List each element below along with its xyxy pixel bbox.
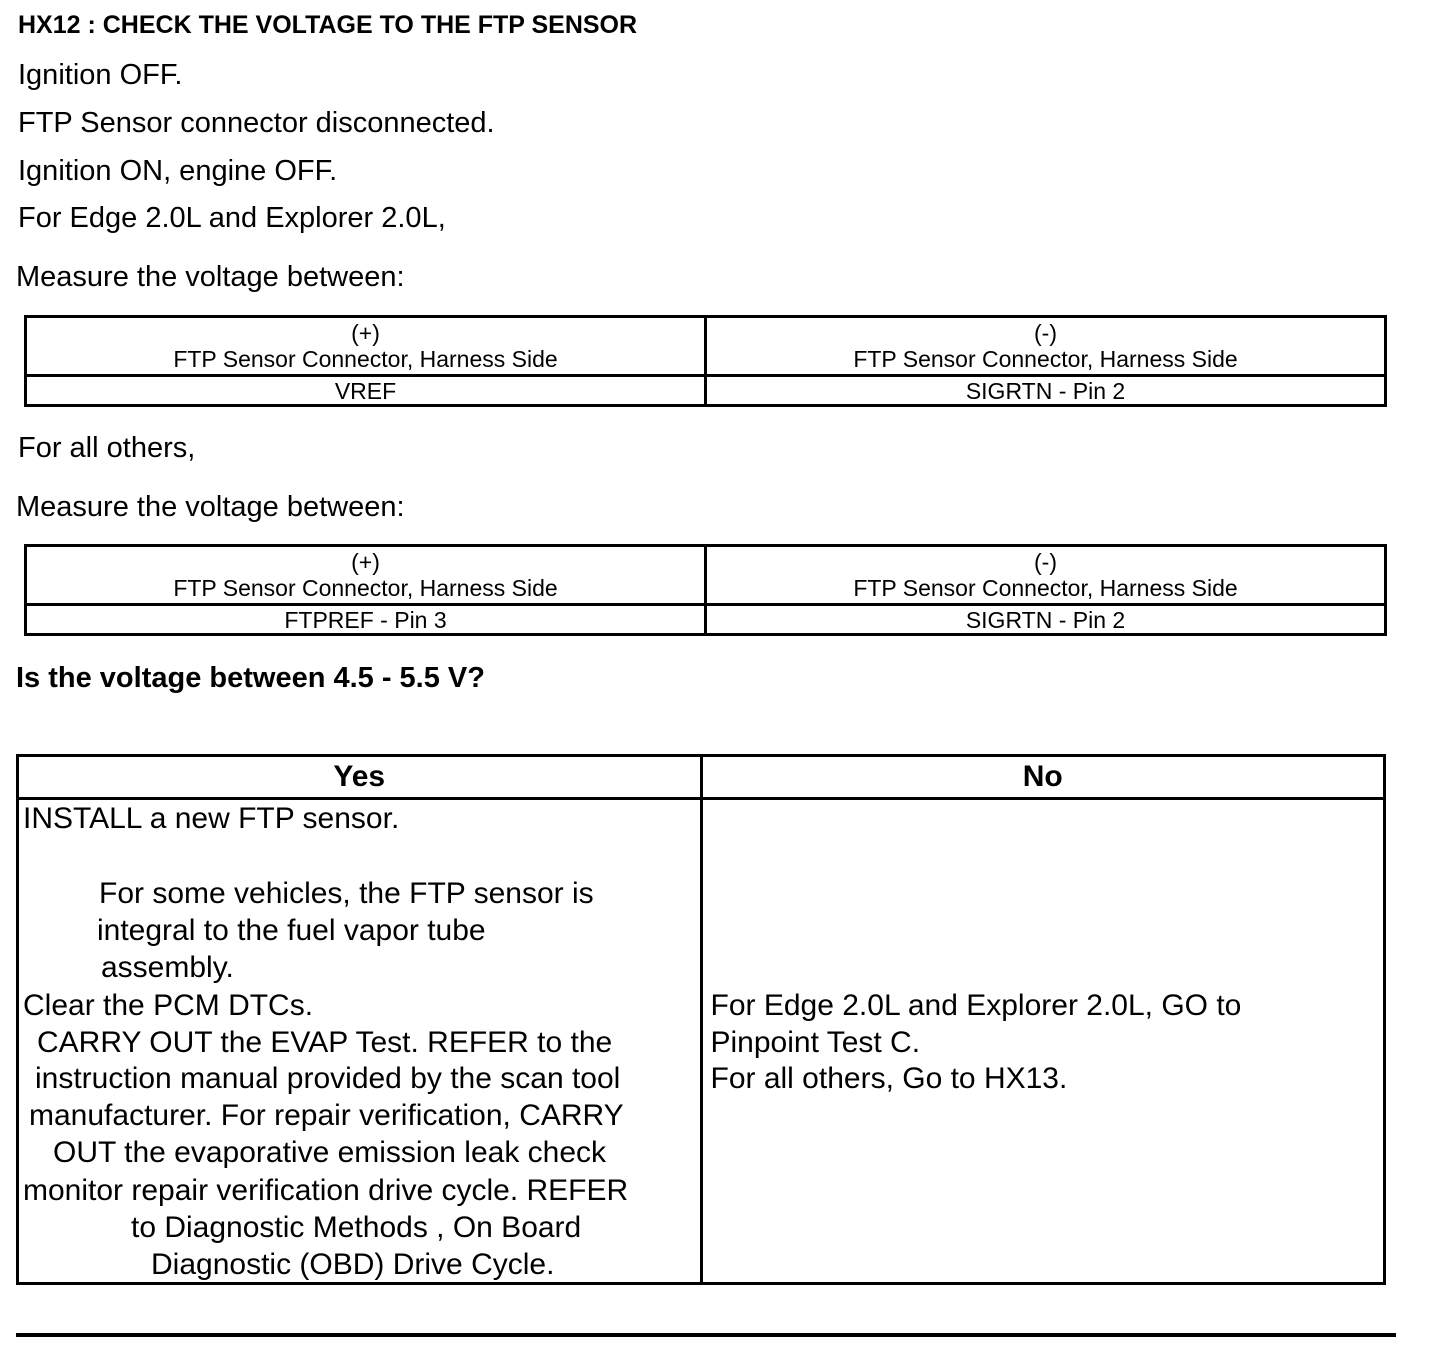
yes-header: Yes [18, 756, 702, 799]
yes-line: monitor repair verification drive cycle. REFER [23, 1174, 629, 1207]
measurement-table-1 [24, 315, 1387, 407]
yes-line: OUT the evaporative emission leak check [53, 1136, 607, 1169]
plus-symbol: (+) [351, 549, 380, 575]
minus-symbol: (-) [1034, 549, 1057, 575]
table-row [26, 546, 1386, 605]
table-row [26, 317, 1386, 376]
yes-line: instruction manual provided by the scan tool [35, 1062, 621, 1095]
no-line: For all others, Go to HX13. [710, 1062, 1068, 1095]
yes-line: Clear the PCM DTCs. [23, 989, 314, 1022]
measurement-table-2 [24, 544, 1387, 636]
voltage-question: Is the voltage between 4.5 - 5.5 V? [16, 662, 485, 694]
minus-header-cell [706, 546, 1386, 605]
step-ignition-on: Ignition ON, engine OFF. [18, 155, 338, 187]
plus-value: VREF [26, 376, 706, 406]
no-line: For Edge 2.0L and Explorer 2.0L, GO to [710, 989, 1242, 1022]
plus-header: FTP Sensor Connector, Harness Side [173, 575, 558, 601]
step-ignition-off: Ignition OFF. [18, 59, 183, 91]
no-cell [701, 799, 1385, 1284]
step-connector-disconnected: FTP Sensor connector disconnected. [18, 107, 495, 139]
others-label: For all others, [18, 432, 196, 464]
measure-label-1: Measure the voltage between: [16, 261, 405, 293]
yes-line: to Diagnostic Methods , On Board [131, 1211, 582, 1244]
yes-line: assembly. [101, 951, 234, 984]
minus-symbol: (-) [1034, 320, 1057, 346]
step-edge-explorer: For Edge 2.0L and Explorer 2.0L, [18, 202, 446, 234]
minus-header: FTP Sensor Connector, Harness Side [853, 575, 1238, 601]
measure-label-2: Measure the voltage between: [16, 491, 405, 523]
yes-line: integral to the fuel vapor tube [97, 914, 486, 947]
bottom-divider [16, 1333, 1396, 1337]
minus-value: SIGRTN - Pin 2 [706, 376, 1386, 406]
result-table [16, 754, 1386, 1285]
plus-header-cell [26, 317, 706, 376]
table-row [18, 756, 1385, 799]
yes-line: For some vehicles, the FTP sensor is [99, 877, 594, 910]
minus-header-cell [706, 317, 1386, 376]
plus-symbol: (+) [351, 320, 380, 346]
plus-value: FTPREF - Pin 3 [26, 605, 706, 635]
minus-header: FTP Sensor Connector, Harness Side [853, 346, 1238, 372]
yes-line: INSTALL a new FTP sensor. [23, 802, 400, 835]
no-header: No [701, 756, 1385, 799]
table-row [26, 376, 1386, 406]
yes-line: CARRY OUT the EVAP Test. REFER to the [37, 1026, 613, 1059]
page-title: HX12 : CHECK THE VOLTAGE TO THE FTP SENSOR [18, 11, 638, 39]
yes-line: manufacturer. For repair verification, CARRY [29, 1099, 624, 1132]
yes-cell [18, 799, 702, 1284]
table-row [18, 799, 1385, 1284]
yes-line: Diagnostic (OBD) Drive Cycle. [151, 1248, 555, 1281]
minus-value: SIGRTN - Pin 2 [706, 605, 1386, 635]
plus-header: FTP Sensor Connector, Harness Side [173, 346, 558, 372]
no-line: Pinpoint Test C. [710, 1026, 921, 1059]
table-row [26, 605, 1386, 635]
plus-header-cell [26, 546, 706, 605]
